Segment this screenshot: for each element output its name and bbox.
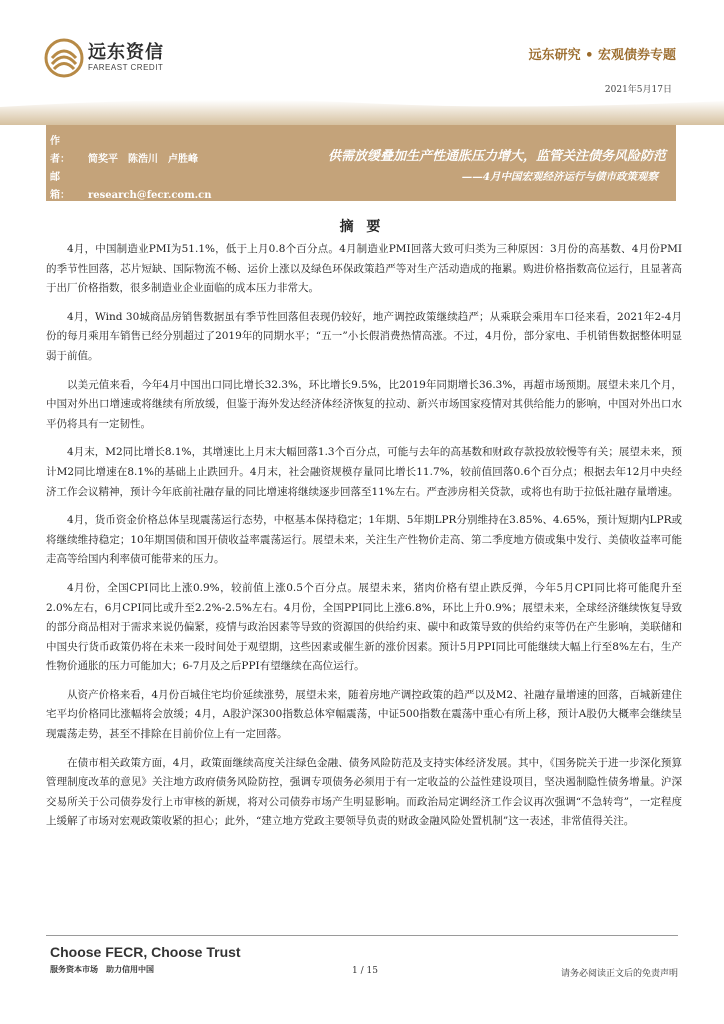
abstract-paragraph: 4月，货币资金价格总体呈现震荡运行态势，中枢基本保持稳定；1年期、5年期LPR分别维持在3.85%、4.65%，预计短期内LPR或将继续维持稳定；10年期国债和国开债收益率震荡运行。展望未来，关注生产性物价走高、第二季度地方债或集中发行、美债收益率可能走高等给国内利率债可能带来的压力。 bbox=[46, 514, 682, 566]
author-names: 简奖平 陈浩川 卢胜峰 bbox=[88, 154, 198, 165]
logo-english-name: FAREAST CREDIT bbox=[88, 63, 164, 72]
decorative-gradient-band bbox=[0, 95, 724, 125]
author-info bbox=[46, 133, 286, 205]
report-series: 远东研究 • 宏观债券专题 bbox=[528, 48, 676, 63]
company-logo bbox=[44, 38, 174, 78]
fareast-logo-icon bbox=[44, 38, 84, 78]
abstract-paragraph: 4月末，M2同比增长8.1%，其增速比上月末大幅回落1.3个百分点，可能与去年的高基数和财政存款投放较慢等有关；展望未来，预计M2同比增速在8.1%的基础上止跌回升。4月末，社会融资规模存量同比增长11.7%，较前值回落0.6个百分点；根据去年12月中央经济工作会议精神，预计今年底前社融存量的同比增速将继续逐步回落至11%左右。严查涉房相关贷款，或将也有助于拉低社融存量增速。 bbox=[46, 446, 682, 498]
author-label: 作 者： bbox=[50, 136, 70, 165]
abstract-paragraph: 4月，Wind 30城商品房销售数据虽有季节性回落但表现仍较好，地产调控政策继续趋严；从乘联会乘用车口径来看，2021年2-4月份的每月乘用车销售已经分别超过了2019年的同期水平；“五一”小长假消费热情高涨。不过，4月份，部分家电、手机销售数据整体明显弱于前值。 bbox=[46, 310, 682, 362]
abstract-paragraph: 在债市相关政策方面，4月，政策面继续高度关注绿色金融、债务风险防范及支持实体经济发展。其中，《国务院关于进一步深化预算管理制度改革的意见》关注地方政府债务风险防控，强调专项债务必须用于有一定收益的公益性建设项目，坚决遏制隐性债务增量。沪深交易所关于公司债券发行上市审核的新规，将对公司债券市场产生明显影响。而政治局定调经济工作会议再次强调“不急转弯”，一定程度上缓解了市场对宏观政策收紧的担心；此外，“建立地方党政主要领导负责的财政金融风险处置机制”这一表述，非常值得关注。 bbox=[46, 756, 682, 828]
report-main-title: 供需放缓叠加生产性通胀压力增大，监管关注债务风险防范 bbox=[327, 149, 666, 164]
email-address[interactable]: research@fecr.com.cn bbox=[88, 190, 212, 201]
disclaimer-note: 请务必阅读正文后的免责声明 bbox=[560, 969, 678, 979]
report-date: 2021年5月17日 bbox=[604, 85, 672, 95]
page-number: 1 / 15 bbox=[352, 966, 378, 976]
abstract-paragraph: 4月，中国制造业PMI为51.1%，低于上月0.8个百分点。4月制造业PMI回落大致可归类为三种原因：3月份的高基数、4月份PMI的季节性回落，芯片短缺、国际物流不畅、运价上涨以及绿色环保政策趋严等对生产活动造成的拖累。购进价格指数高位运行，且显著高于出厂价格指数，很多制造业企业面临的成本压力非常大。 bbox=[46, 243, 682, 295]
logo-chinese-name: 远东资信 bbox=[88, 42, 164, 63]
footer-divider bbox=[46, 935, 678, 936]
abstract-body bbox=[46, 240, 682, 841]
abstract-paragraph: 4月份，全国CPI同比上涨0.9%，较前值上涨0.5个百分点。展望未来，猪肉价格有望止跌反弹，今年5月CPI同比将可能爬升至2.0%左右，6月CPI同比或升至2.2%-2.5%左右。4月份，全国PPI同比上涨6.8%，环比上升0.9%；展望未来，全球经济继续恢复导致的部分商品相对于需求来说仍偏紧，疫情与政治因素等导致的资源国的供给约束、碳中和政策导致的供给约束等仍在产生影响，美联储和中国央行货币政策仍将在未来一段时间处于观望期，这些因素或催生新的涨价因素。预计5月PPI同比可能继续大幅上行至8%左右，生产性物价通胀的压力可能加大；6-7月及之后PPI有望继续在高位运行。 bbox=[46, 581, 682, 673]
abstract-paragraph: 从资产价格来看，4月份百城住宅均价延续涨势，展望未来，随着房地产调控政策的趋严以及M2、社融存量增速的回落，百城新建住宅平均价格同比涨幅将会放缓；4月，A股沪深300指数总体窄幅震荡，中证500指数在震荡中重心有所上移，预计A股仍大概率会继续呈现震荡走势，甚至不排除在目前价位上有一定回落。 bbox=[46, 688, 682, 741]
page-header bbox=[0, 0, 724, 125]
email-label: 邮 箱： bbox=[50, 172, 70, 201]
footer-subslogan: 服务资本市场 助力信用中国 bbox=[50, 964, 154, 974]
abstract-heading: 摘 要 bbox=[339, 219, 385, 235]
title-banner bbox=[46, 125, 676, 201]
report-subtitle: ——4月中国宏观经济运行与债市政策观察 bbox=[461, 171, 658, 183]
abstract-paragraph: 以美元值来看，今年4月中国出口同比增长32.3%，环比增长9.5%，比2019年同期增长36.3%，再超市场预期。展望未来几个月，中国对外出口增速或将继续有所放缓，但鉴于海外发达经济体经济恢复的拉动、新兴市场国家疫情对其供给能力的影响，中国对外出口水平仍将具有一定韧性。 bbox=[46, 378, 682, 430]
footer-slogan: Choose FECR, Choose Trust bbox=[50, 944, 241, 960]
